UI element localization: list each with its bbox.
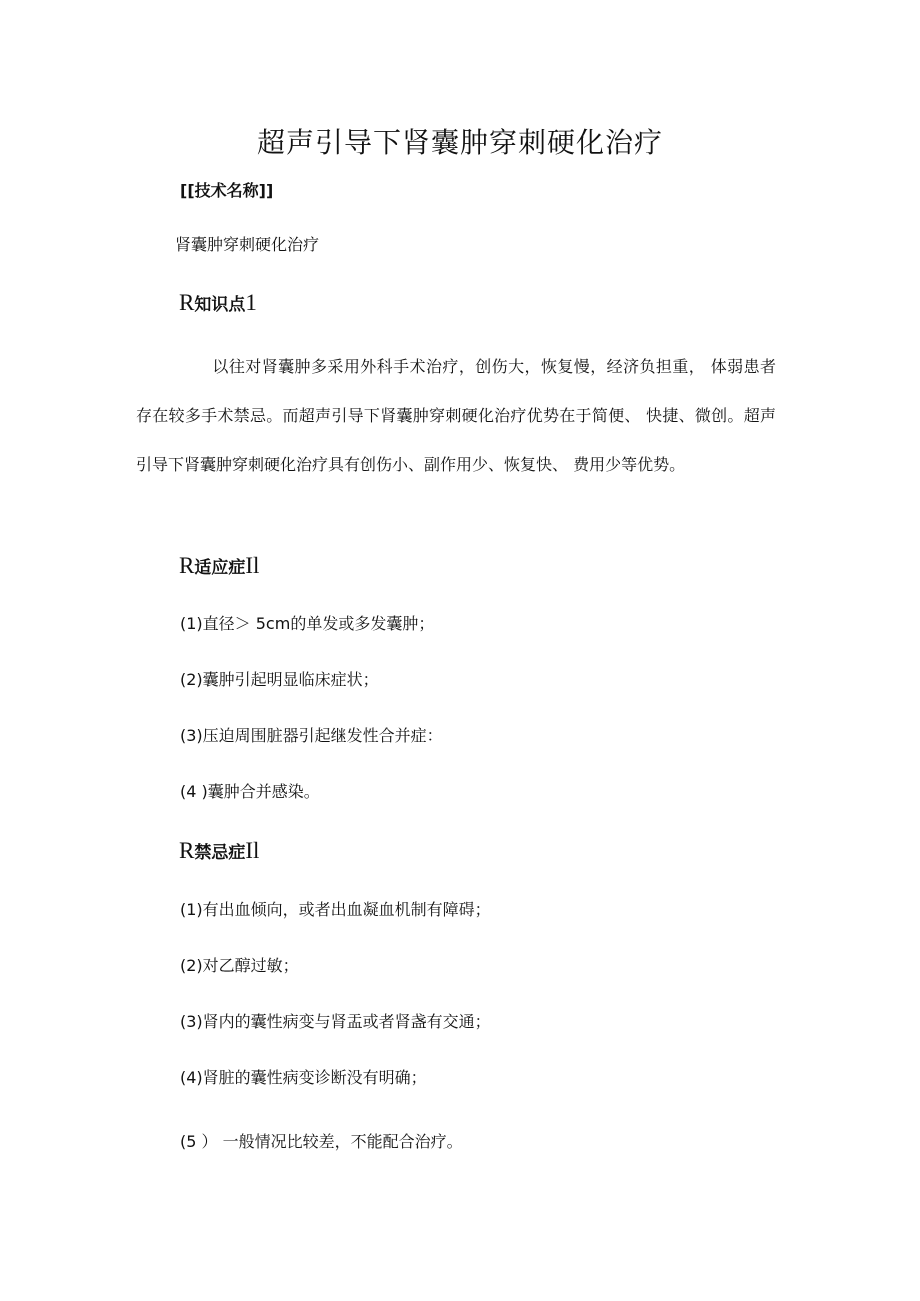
knowledge-heading	[179, 290, 257, 316]
contraindications-heading-label: 禁忌症	[194, 843, 246, 863]
knowledge-heading-prefix: R	[179, 290, 195, 315]
indication-item: (4 )囊肿合并感染。	[180, 782, 320, 801]
indications-heading-label: 适应症	[194, 558, 246, 578]
knowledge-paragraph-text: 以往对肾囊肿多采用外科手术治疗，创伤大，恢复慢，经济负担重， 体弱患者存在较多手术禁忌。而超声引导下肾囊肿穿刺硬化治疗优势在于简便、 快捷、微创。超声引导下肾囊肿穿刺硬化治疗具有创伤小、副作用少、恢复快、 费用少等优势。	[136, 357, 776, 474]
contraindications-heading-suffix: Il	[245, 838, 260, 863]
contraindications-heading	[179, 838, 259, 864]
contraindication-item: (2)对乙醇过敏；	[180, 956, 299, 975]
knowledge-heading-label: 知识点	[194, 295, 246, 315]
indication-item: (3)压迫周围脏器引起继发性合并症：	[180, 726, 443, 745]
document-title: 超声引导下肾囊肿穿刺硬化治疗	[256, 126, 663, 159]
indication-item: (1)直径＞ 5cm的单发或多发囊肿；	[180, 614, 435, 633]
indications-heading-suffix: Il	[245, 553, 260, 578]
contraindications-heading-prefix: R	[179, 838, 195, 863]
indications-heading	[179, 553, 259, 579]
knowledge-heading-suffix: 1	[245, 290, 257, 315]
indication-item: (2)囊肿引起明显临床症状；	[180, 670, 379, 689]
contraindication-item: (4)肾脏的囊性病变诊断没有明确；	[180, 1068, 427, 1087]
tech-name-heading: [[技术名称]]	[180, 181, 274, 200]
indications-heading-prefix: R	[179, 553, 195, 578]
contraindication-item: (5 ） 一般情况比较差，不能配合治疗。	[180, 1132, 463, 1151]
knowledge-paragraph	[136, 342, 776, 489]
contraindication-item: (3)肾内的囊性病变与肾盂或者肾盏有交通；	[180, 1012, 491, 1031]
contraindication-item: (1)有出血倾向，或者出血凝血机制有障碍；	[180, 900, 491, 919]
tech-name-text: 肾囊肿穿刺硬化治疗	[175, 235, 320, 254]
